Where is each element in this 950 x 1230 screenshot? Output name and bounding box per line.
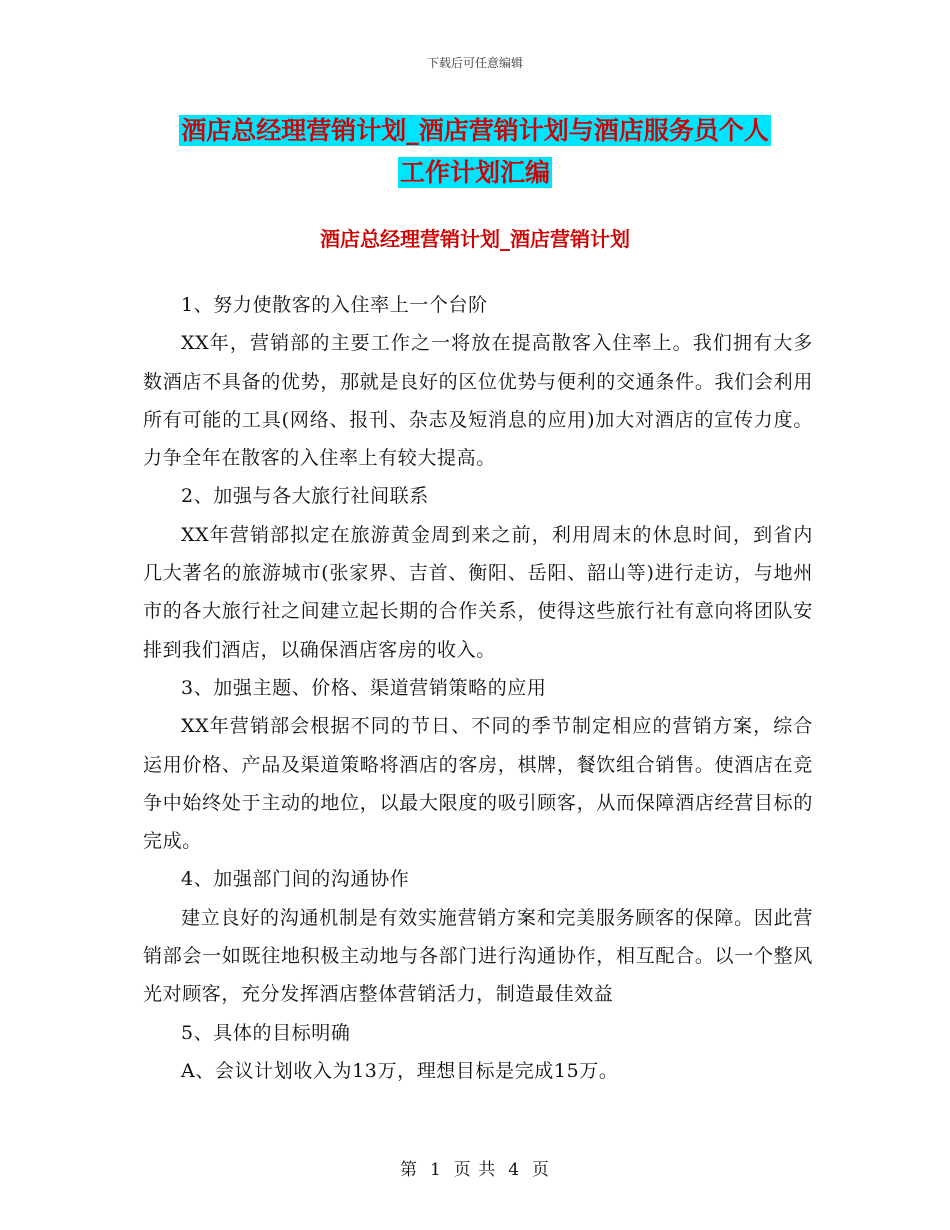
page-suffix: 页: [532, 1160, 551, 1180]
page-footer: [0, 1155, 950, 1180]
heading-item-3: 3、加强主题、价格、渠道营销策略的应用: [181, 676, 547, 699]
page-mid: 页 共: [453, 1160, 497, 1180]
heading-item-1: 1、努力使散客的入住率上一个台阶: [181, 294, 488, 316]
paragraph-3: XX年营销部会根据不同的节日、不同的季节制定相应的营销方案，综合运用价格、产品及渠道策略将酒店的客房，棋牌，餐饮组合销售。使酒店在竞争中始终处于主动的地位，以最大限度的吸引顾客，从而保障酒店经营目标的完成。: [143, 715, 813, 853]
heading-item-5: 5、具体的目标明确: [181, 1021, 351, 1044]
header-note: 下载后可任意编辑: [426, 56, 523, 70]
paragraph-5: A、会议计划收入为13万，理想目标是完成15万。: [181, 1059, 619, 1082]
document-title-line-2: 工作计划汇编: [399, 158, 550, 187]
paragraph-2: XX年营销部拟定在旅游黄金周到来之前，利用周末的休息时间，到省内几大著名的旅游城市(张家界、吉首、衡阳、岳阳、韶山等)进行走访，与地州市的各大旅行社之间建立起长期的合作关系，使得这些旅行社有意向将团队安排到我们酒店，以确保酒店客房的收入。: [143, 523, 813, 661]
document-title: [0, 110, 950, 194]
heading-item-2: 2、加强与各大旅行社间联系: [181, 485, 429, 508]
section-title: 酒店总经理营销计划_酒店营销计划: [320, 227, 630, 251]
paragraph-4: 建立良好的沟通机制是有效实施营销方案和完美服务顾客的保障。因此营销部会一如既往地积极主动地与各部门进行沟通协作，相互配合。以一个整风光对顾客，充分发挥酒店整体营销活力，制造最佳效益: [143, 906, 813, 1006]
heading-item-4: 4、加强部门间的沟通协作: [181, 868, 410, 891]
page-number: 1: [429, 1160, 442, 1180]
document-body: [143, 286, 813, 1090]
total-pages: 4: [508, 1160, 521, 1180]
page-prefix: 第: [399, 1160, 418, 1180]
document-title-line-1: 酒店总经理营销计划_酒店营销计划与酒店服务员个人: [181, 116, 769, 145]
paragraph-1: XX年，营销部的主要工作之一将放在提高散客入住率上。我们拥有大多数酒店不具备的优势，那就是良好的区位优势与便利的交通条件。我们会利用所有可能的工具(网络、报刊、杂志及短消息的应用)加大对酒店的宣传力度。力争全年在散客的入住率上有较大提高。: [143, 332, 813, 470]
